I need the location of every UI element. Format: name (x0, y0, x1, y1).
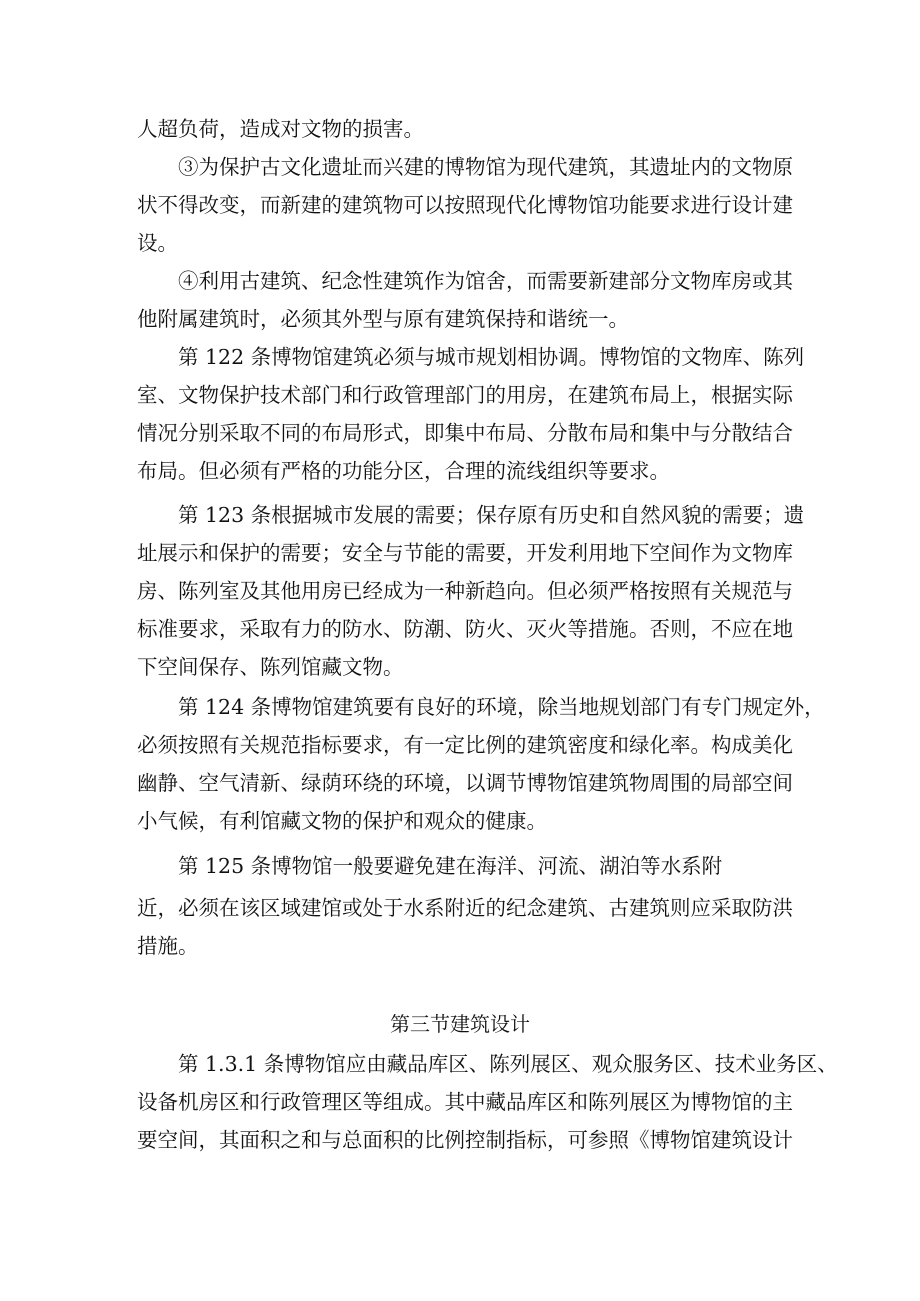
text-line: 第 125 条博物馆一般要避免建在海洋、河流、湖泊等水系附 (178, 854, 723, 878)
paragraph-article-1-3-1 (137, 1045, 838, 1159)
text-line: 设。 (137, 231, 178, 255)
text-line: ③为保护古文化遗址而兴建的博物馆为现代建筑，其遗址内的文物原 (178, 155, 793, 179)
text-line: 布局。但必须有严格的功能分区，合理的流线组织等要求。 (137, 459, 670, 483)
text-line: 要空间，其面积之和与总面积的比例控制指标，可参照《博物馆建筑设计 (137, 1128, 793, 1152)
paragraph-item-4 (137, 262, 797, 338)
text-line: 必须按照有关规范指标要求，有一定比例的建筑密度和绿化率。构成美化 (137, 733, 793, 757)
paragraph-item-3 (137, 148, 797, 262)
text-line: 址展示和保护的需要；安全与节能的需要，开发利用地下空间作为文物库 (137, 541, 793, 565)
text-line: 标准要求，采取有力的防水、防潮、防火、灭火等措施。否则，不应在地 (137, 617, 793, 641)
paragraph-article-124 (137, 688, 825, 840)
section-heading: 第三节建筑设计 (390, 1012, 530, 1036)
text-line: 近，必须在该区域建馆或处于水系附近的纪念建筑、古建筑则应采取防洪 (137, 896, 793, 920)
text-line: 他附属建筑时，必须其外型与原有建筑保持和谐统一。 (137, 307, 629, 331)
paragraph-article-122 (137, 338, 805, 490)
text-line: 室、文物保护技术部门和行政管理部门的用房，在建筑布局上，根据实际 (137, 383, 793, 407)
text-line: 幽静、空气清新、绿荫环绕的环境，以调节博物馆建筑物周围的局部空间 (137, 771, 793, 795)
paragraph-article-125 (137, 847, 797, 965)
text-line: 人超负荷，造成对文物的损害。 (137, 117, 424, 141)
text-line: 下空间保存、陈列馆藏文物。 (137, 655, 404, 679)
text-line: 第 122 条博物馆建筑必须与城市规划相协调。博物馆的文物库、陈列 (178, 345, 805, 369)
text-line: 状不得改变，而新建的建筑物可以按照现代化博物馆功能要求进行设计建 (137, 193, 793, 217)
text-line: 第 123 条根据城市发展的需要；保存原有历史和自然风貌的需要；遗 (178, 503, 805, 527)
text-line: 第 1.3.1 条博物馆应由藏品库区、陈列展区、观众服务区、技术业务区、 (178, 1052, 838, 1076)
text-line: 房、陈列室及其他用房已经成为一种新趋向。但必须严格按照有关规范与 (137, 579, 793, 603)
text-line: 情况分别采取不同的布局形式，即集中布局、分散布局和集中与分散结合 (137, 421, 793, 445)
paragraph-continuation (137, 110, 797, 148)
text-line: ④利用古建筑、纪念性建筑作为馆舍，而需要新建部分文物库房或其 (178, 269, 793, 293)
text-line: 第 124 条博物馆建筑要有良好的环境，除当地规划部门有专门规定外， (178, 695, 825, 719)
text-line: 小气候，有利馆藏文物的保护和观众的健康。 (137, 809, 547, 833)
paragraph-article-123 (137, 496, 805, 686)
text-line: 设备机房区和行政管理区等组成。其中藏品库区和陈列展区为博物馆的主 (137, 1090, 793, 1114)
text-line: 措施。 (137, 934, 199, 958)
